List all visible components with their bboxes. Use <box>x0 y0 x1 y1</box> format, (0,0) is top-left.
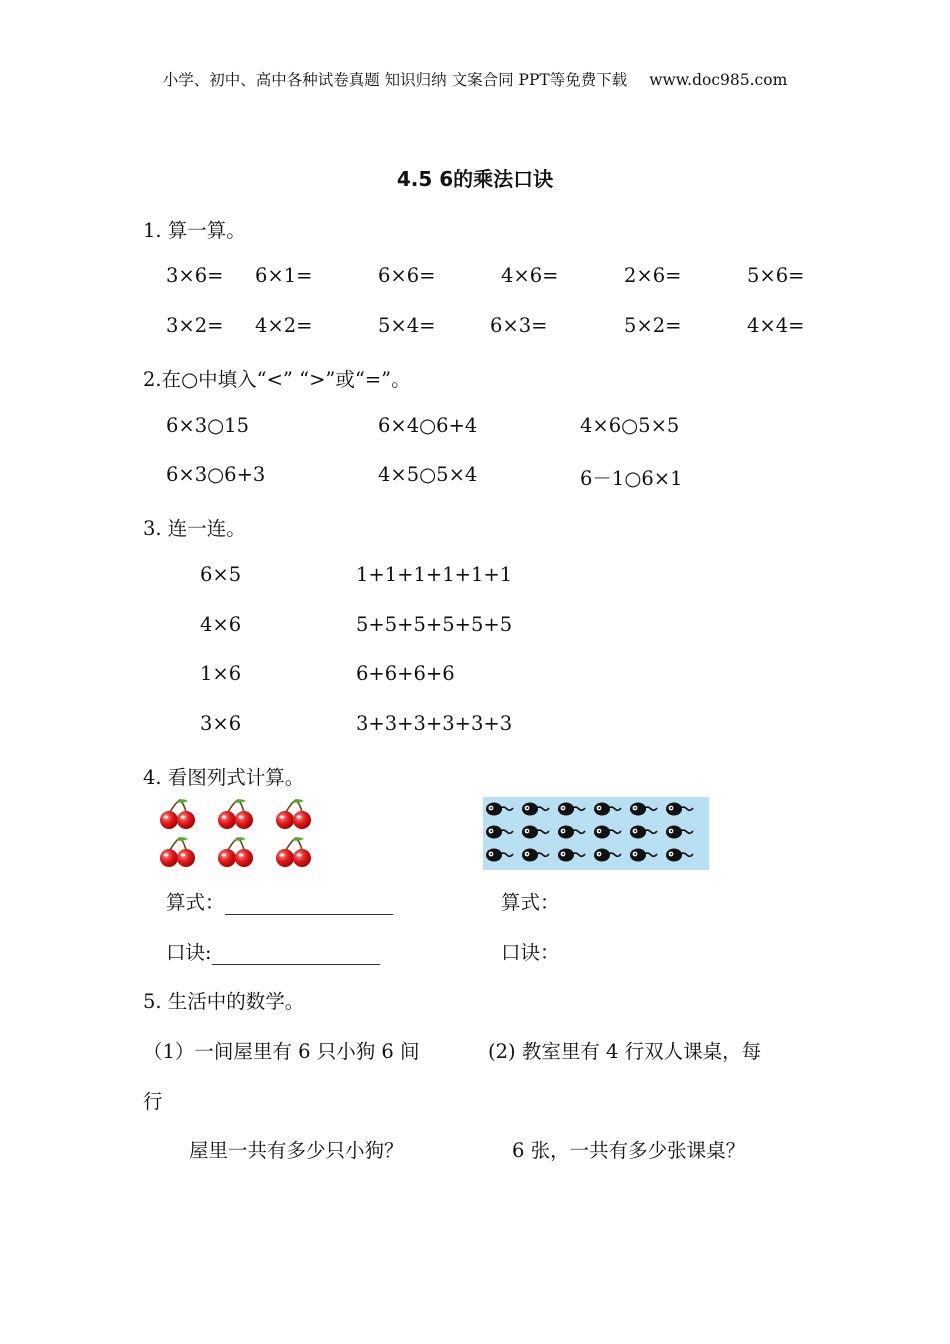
cherry-group <box>218 799 253 829</box>
q1-item: 4×6= <box>501 264 559 287</box>
q1-item: 2×6= <box>624 264 682 287</box>
q4-left-rhyme <box>166 937 380 965</box>
header-url[interactable]: www.doc985.com <box>649 71 788 89</box>
q1-item: 6×1= <box>255 264 313 287</box>
q4-heading: 4. 看图列式计算。 <box>143 766 305 789</box>
q1-item: 5×2= <box>624 314 682 337</box>
cherry-group <box>160 799 195 829</box>
tadpoles-picture <box>483 797 709 870</box>
q4-right-formula: 算式： <box>501 891 560 914</box>
q2-item: 4×6○5×5 <box>580 414 680 437</box>
q1-item: 6×6= <box>378 264 436 287</box>
q3-heading: 3. 连一连。 <box>143 517 246 540</box>
q2-item: 6－1○6×1 <box>580 467 683 490</box>
q4-right-rhyme: 口诀： <box>501 941 560 964</box>
q1-item: 4×2= <box>255 314 313 337</box>
cherry-group <box>276 799 311 829</box>
q3-right-item: 6+6+6+6 <box>356 662 455 685</box>
q1-item: 3×6= <box>166 264 224 287</box>
formula-answer-blank[interactable] <box>225 894 393 915</box>
q2-item: 6×4○6+4 <box>378 414 478 437</box>
q2-heading: 2.在○中填入“<” “>”或“=”。 <box>143 368 411 391</box>
q1-item: 6×3= <box>490 314 548 337</box>
q1-item: 5×6= <box>747 264 805 287</box>
cherry-group <box>276 837 311 867</box>
q4-left-formula <box>166 887 393 915</box>
q2-item: 4×5○5×4 <box>378 463 478 486</box>
q1-item: 4×4= <box>747 314 805 337</box>
q5-problem1-question: 屋里一共有多少只小狗？ <box>189 1139 404 1162</box>
q5-heading: 5. 生活中的数学。 <box>143 990 305 1013</box>
q1-item: 3×2= <box>166 314 224 337</box>
q1-item: 5×4= <box>378 314 436 337</box>
q3-right-item: 5+5+5+5+5+5 <box>356 613 513 636</box>
q5-problem2-line1: (2) 教室里有 4 行双人课桌，每 <box>488 1040 762 1063</box>
q3-left-item: 3×6 <box>200 712 242 735</box>
q3-right-item: 1+1+1+1+1+1 <box>356 563 513 586</box>
rhyme-answer-blank[interactable] <box>212 944 380 965</box>
q5-problem1-line1: （1）一间屋里有 6 只小狗 6 间 <box>143 1040 420 1063</box>
page-header <box>0 68 950 90</box>
q2-item: 6×3○15 <box>166 414 249 437</box>
q3-left-item: 1×6 <box>200 662 242 685</box>
q1-heading: 1. 算一算。 <box>143 219 246 242</box>
page-title: 4.5 6的乘法口诀 <box>396 167 554 191</box>
header-text: 小学、初中、高中各种试卷真题 知识归纳 文案合同 PPT等免费下载 <box>162 71 628 89</box>
cherries-picture <box>158 798 320 872</box>
q5-line2: 行 <box>143 1090 163 1113</box>
q5-problem2-question: 6 张，一共有多少张课桌？ <box>512 1139 746 1162</box>
q3-right-item: 3+3+3+3+3+3 <box>356 712 513 735</box>
q3-left-item: 6×5 <box>200 563 242 586</box>
q3-left-item: 4×6 <box>200 613 242 636</box>
cherry-group <box>218 837 253 867</box>
rhyme-label: 口诀: <box>166 941 212 964</box>
cherry-group <box>160 837 195 867</box>
q2-item: 6×3○6+3 <box>166 463 266 486</box>
formula-label: 算式： <box>166 891 225 914</box>
